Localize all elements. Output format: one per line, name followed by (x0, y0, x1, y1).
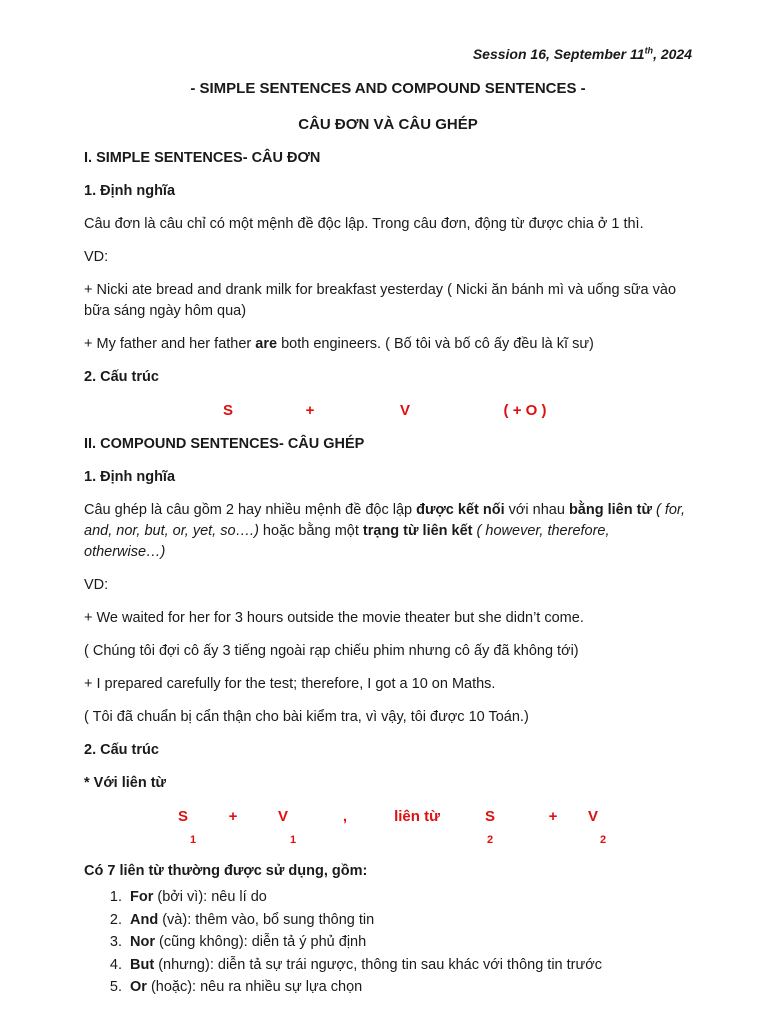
def-part2: với nhau (504, 501, 569, 518)
formula-s2-index: 2 (486, 833, 494, 846)
conjunction-description: (nhưng): diễn tả sự trái ngược, thông tin sau khác với thông tin trước (154, 956, 602, 973)
section1-example-2-part2: both engineers. ( Bố tôi và bố cô ấy đều là kĩ sư) (277, 335, 594, 352)
conjunction-description: (hoặc): nêu ra nhiều sự lựa chọn (146, 979, 363, 996)
def-bold2: bằng liên từ (568, 501, 652, 518)
def-part1: Câu ghép là câu gồm 2 hay nhiều mệnh đề độc lập (84, 501, 417, 518)
conjunction-word: For (130, 889, 154, 906)
conjunction-word: Nor (130, 934, 155, 951)
formula-plus: + (305, 401, 315, 419)
formula-v1 (263, 806, 303, 850)
list-item (126, 909, 692, 931)
conjunction-word: Or (130, 979, 147, 996)
formula-s1 (163, 806, 203, 850)
formula-verb: V (399, 401, 410, 419)
def-italic2: ( however, therefore, otherwise…) (84, 522, 610, 560)
conjunction-description: (bởi vì): nêu lí do (153, 889, 267, 906)
section1-heading: I. SIMPLE SENTENCES- CÂU ĐƠN (84, 149, 321, 166)
session-date-year: , 2024 (653, 46, 692, 62)
conjunction-list (84, 886, 692, 998)
formula-v1-index: 1 (289, 833, 297, 846)
section1-definition-text: Câu đơn là câu chỉ có một mệnh đề độc lập. Trong câu đơn, động từ được chia ở 1 thì. (84, 215, 644, 232)
formula-s1-index: 1 (189, 833, 197, 846)
section1-example-label: VD: (84, 248, 109, 265)
with-conjunction-label: * Với liên từ (84, 774, 167, 791)
conjunction-description: (cũng không): diễn tả ý phủ định (154, 934, 367, 951)
formula-plus-1: + (228, 807, 238, 825)
def-bold3: trạng từ liên kết (362, 522, 473, 539)
simple-sentence-formula (84, 400, 692, 422)
list-item (126, 976, 692, 998)
session-date (84, 44, 692, 64)
session-date-ordinal: th (644, 45, 654, 56)
formula-s2 (447, 806, 533, 850)
formula-v2-index: 2 (599, 833, 607, 846)
compound-sentence-formula (84, 806, 692, 850)
section2-example-2: + I prepared carefully for the test; therefore, I got a 10 on Maths. (84, 675, 496, 692)
formula-conjunction: liên từ (394, 807, 440, 825)
section2-example-label: VD: (84, 576, 109, 593)
conjunction-word: And (130, 911, 159, 928)
conjunction-description: (và): thêm vào, bổ sung thông tin (158, 911, 375, 928)
formula-v2 (573, 806, 613, 850)
formula-s2-letter: S (484, 807, 495, 825)
section1-example-2-verb: are (255, 335, 278, 352)
session-date-text: Session 16, September 11 (472, 46, 645, 62)
def-part3: hoặc bằng một (258, 522, 363, 539)
section2-definition-heading: 1. Định nghĩa (84, 468, 176, 485)
list-item (126, 931, 692, 953)
formula-subject: S (222, 401, 233, 419)
section2-heading: II. COMPOUND SENTENCES- CÂU GHÉP (84, 435, 365, 452)
document-subtitle: CÂU ĐƠN VÀ CÂU GHÉP (298, 116, 478, 134)
def-italic1: ( for, and, nor, but, or, yet, so….) (84, 501, 685, 539)
document-body (84, 44, 692, 999)
formula-s1-letter: S (177, 807, 188, 825)
section1-example-2-part1: + My father and her father (84, 335, 256, 352)
document-title: - SIMPLE SENTENCES AND COMPOUND SENTENCES - (190, 80, 586, 98)
formula-v1-letter: V (277, 807, 288, 825)
section2-example-1-translation: ( Chúng tôi đợi cô ấy 3 tiếng ngoài rạp chiếu phim nhưng cô ấy đã không tới) (84, 642, 579, 659)
section2-example-2-translation: ( Tôi đã chuẩn bị cẩn thận cho bài kiểm tra, vì vậy, tôi được 10 Toán.) (84, 708, 529, 725)
conjunction-word: But (130, 956, 155, 973)
section2-definition-text (84, 500, 692, 563)
conjunction-list-heading: Có 7 liên từ thường được sử dụng, gồm: (84, 863, 368, 880)
section1-definition-heading: 1. Định nghĩa (84, 182, 176, 199)
formula-comma: , (342, 807, 348, 825)
formula-plus-2: + (548, 807, 558, 825)
formula-object: ( + O ) (503, 401, 547, 419)
section1-example-2 (84, 334, 692, 355)
section1-example-1: + Nicki ate bread and drank milk for breakfast yesterday ( Nicki ăn bánh mì và uống sữa vào bữa sáng ngày hôm qua) (84, 281, 677, 319)
list-item (126, 886, 692, 908)
section2-example-1: + We waited for her for 3 hours outside the movie theater but she didn’t come. (84, 609, 584, 626)
section1-structure-heading: 2. Cấu trúc (84, 368, 159, 385)
formula-v2-letter: V (587, 807, 598, 825)
list-item (126, 954, 692, 976)
section2-structure-heading: 2. Cấu trúc (84, 741, 159, 758)
def-bold1: được kết nối (416, 501, 505, 518)
